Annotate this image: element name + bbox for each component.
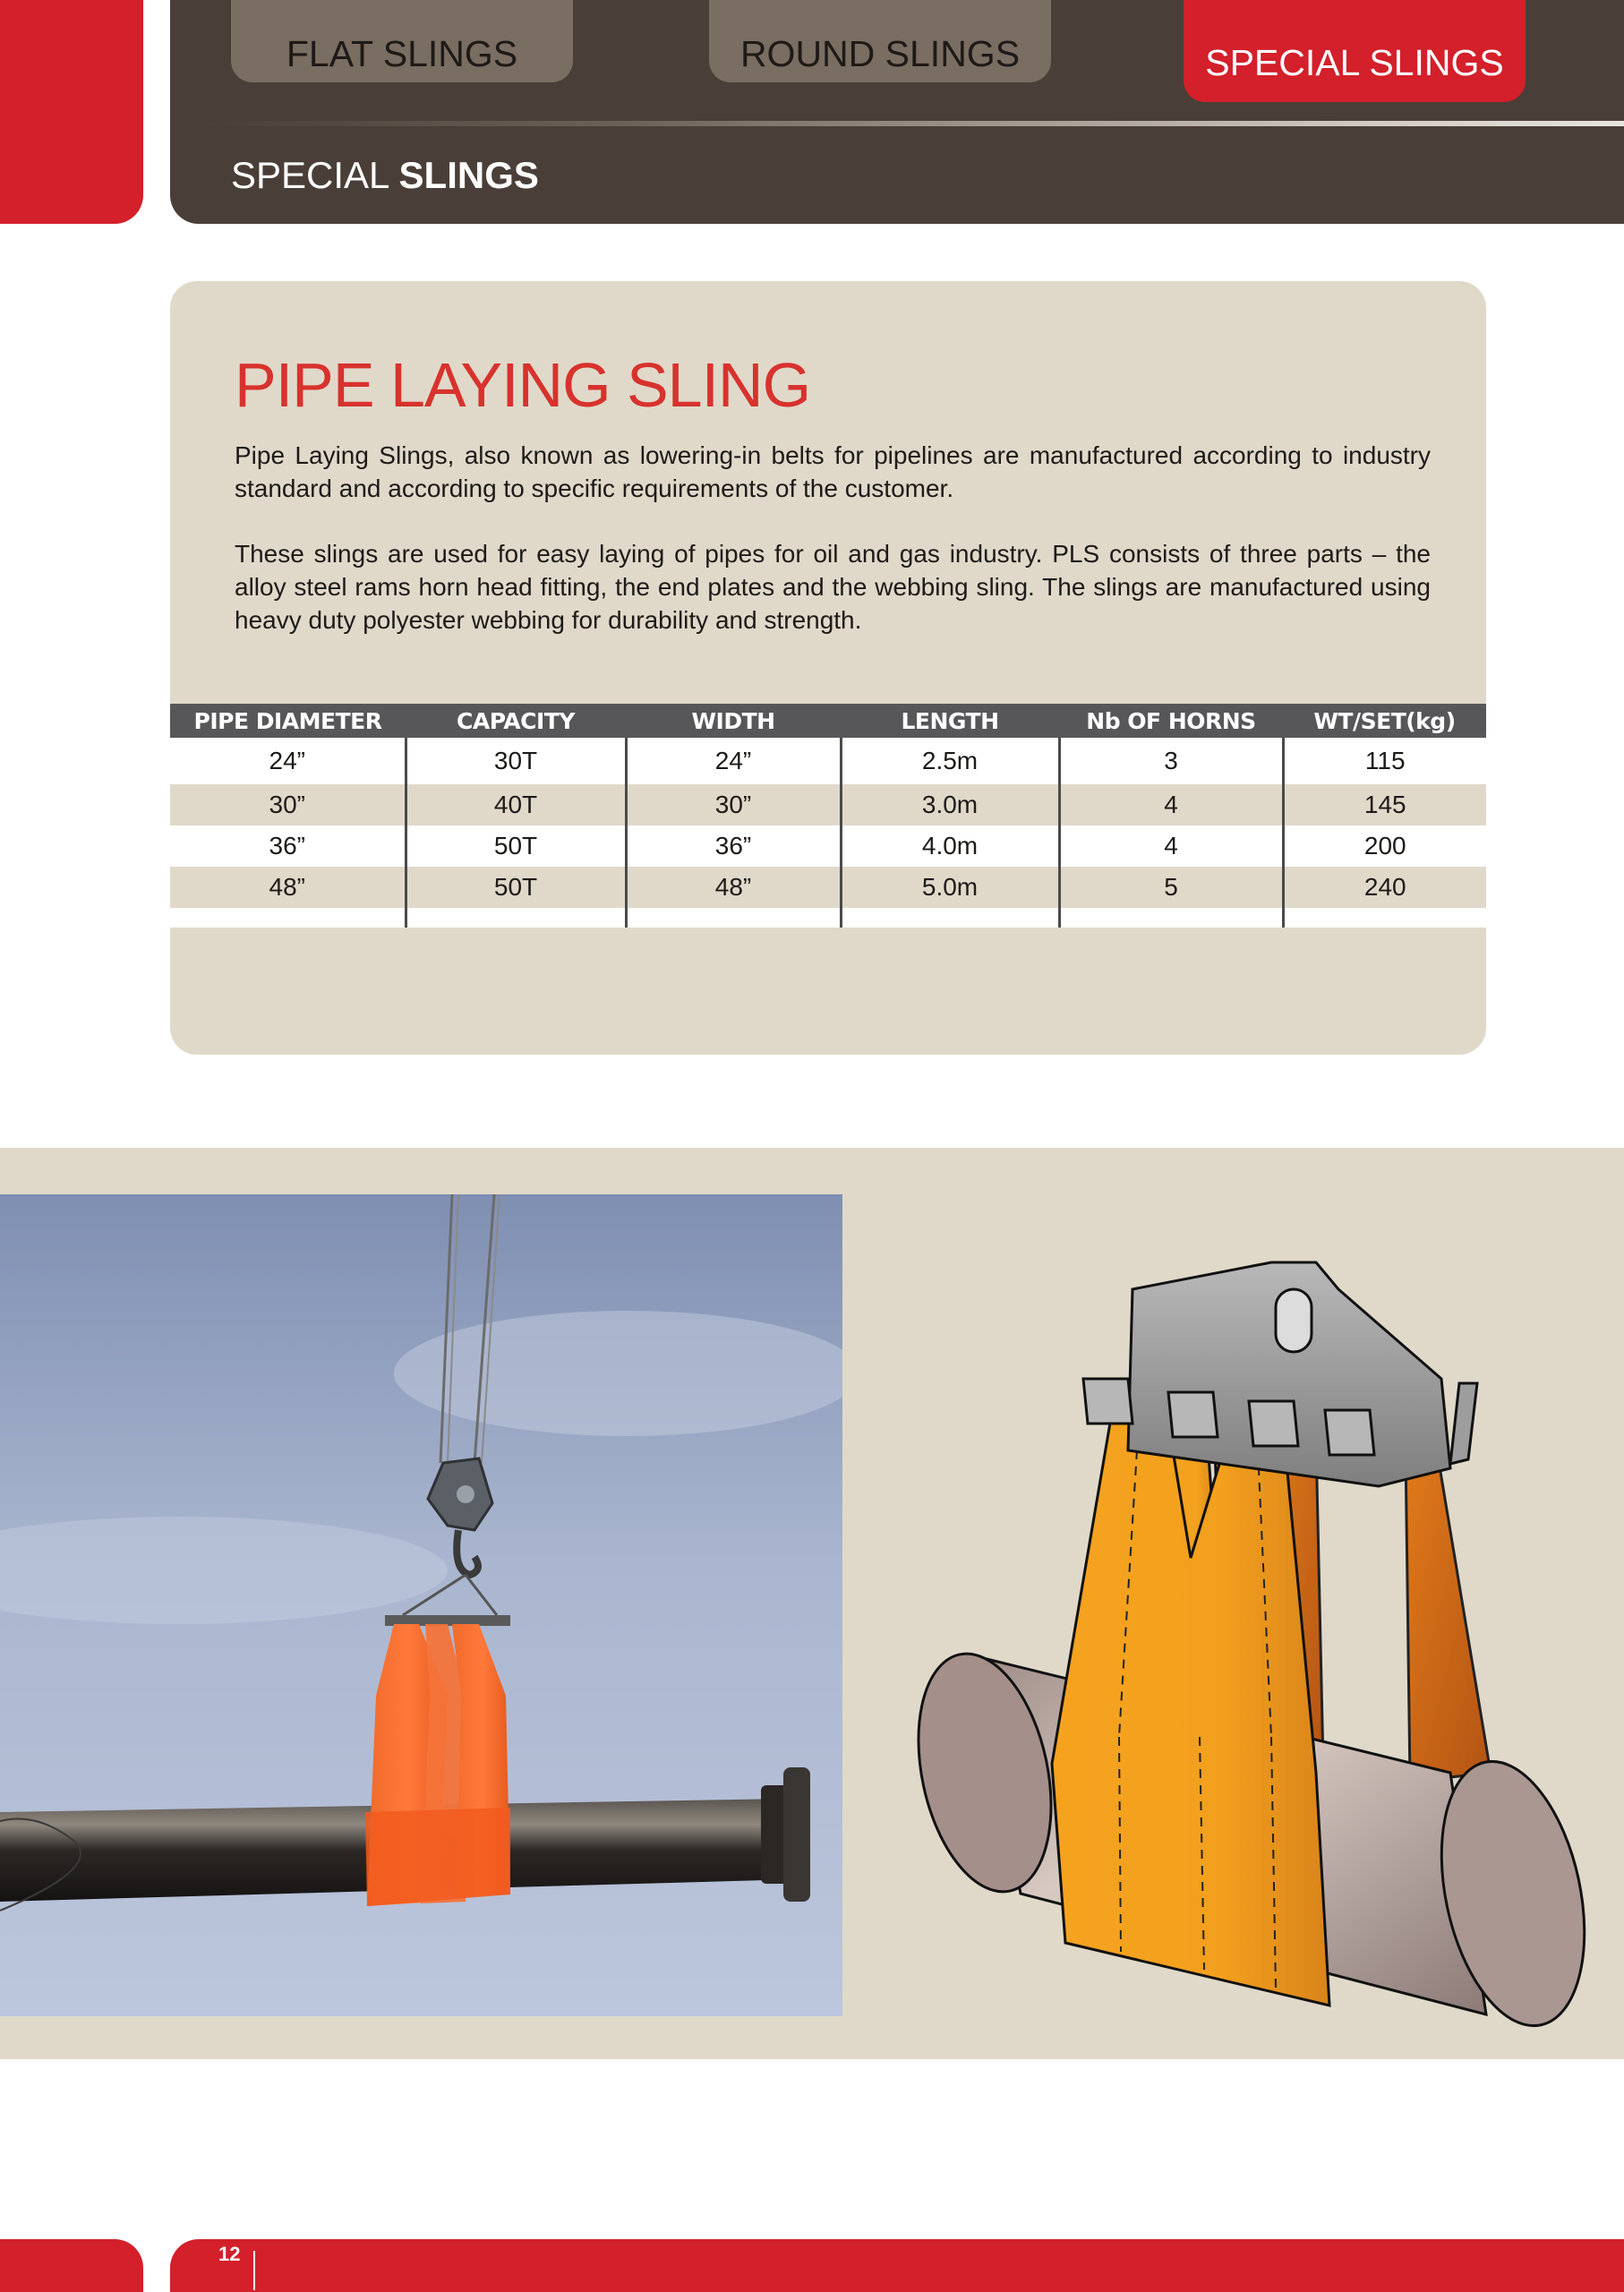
cell-length: 4.0m: [841, 825, 1059, 867]
empty-cell: [1059, 908, 1283, 928]
cell-horns: 3: [1059, 738, 1283, 784]
crane-lifting-pipe-photo: [0, 1194, 842, 2016]
cell-length: 5.0m: [841, 867, 1059, 908]
left-red-tab-block: [0, 0, 143, 224]
cell-pipe-diameter: 30”: [170, 784, 406, 825]
tab-round-slings[interactable]: ROUND SLINGS: [709, 0, 1051, 82]
table-row: [170, 867, 1486, 908]
page-number: 12: [218, 2243, 241, 2265]
header-capacity: CAPACITY: [406, 704, 626, 738]
table-row: [170, 825, 1486, 867]
cell-pipe-diameter: 36”: [170, 825, 406, 867]
table-header-row: [170, 704, 1486, 738]
cell-capacity: 50T: [406, 867, 626, 908]
cell-width: 48”: [626, 867, 841, 908]
header-divider: [206, 121, 1624, 126]
empty-cell: [841, 908, 1059, 928]
cell-width: 30”: [626, 784, 841, 825]
photo-illustration: [0, 1194, 842, 2016]
header-horns: Nb OF HORNS: [1059, 704, 1283, 738]
pipe-laying-sling-drawing: [895, 1236, 1594, 2050]
cell-weight: 115: [1283, 738, 1486, 784]
empty-cell: [626, 908, 841, 928]
section-title-light: SPECIAL: [231, 154, 399, 196]
empty-cell: [406, 908, 626, 928]
cell-pipe-diameter: 24”: [170, 738, 406, 784]
table-row: [170, 738, 1486, 784]
empty-cell: [170, 908, 406, 928]
header-length: LENGTH: [841, 704, 1059, 738]
cell-capacity: 40T: [406, 784, 626, 825]
section-title: [231, 154, 539, 197]
usage-paragraph: These slings are used for easy laying of pipes for oil and gas industry. PLS consists of three parts – the alloy steel rams horn head fitting, the end plates and the webbing sling. The slings are manufactured using heavy duty polyester webbing for durability and strength.: [235, 540, 1431, 634]
cell-weight: 200: [1283, 825, 1486, 867]
cell-length: 3.0m: [841, 784, 1059, 825]
cell-capacity: 30T: [406, 738, 626, 784]
sling-diagram-illustration: [895, 1236, 1594, 2050]
cell-horns: 5: [1059, 867, 1283, 908]
cell-horns: 4: [1059, 825, 1283, 867]
product-title: PIPE LAYING SLING: [235, 350, 811, 420]
footer-left-block: [0, 2239, 143, 2292]
header-pipe-diameter: PIPE DIAMETER: [170, 704, 406, 738]
section-title-bold: SLINGS: [398, 154, 539, 196]
header-width: WIDTH: [626, 704, 841, 738]
cell-capacity: 50T: [406, 825, 626, 867]
specification-table: [170, 704, 1486, 928]
header-weight: WT/SET(kg): [1283, 704, 1486, 738]
cell-horns: 4: [1059, 784, 1283, 825]
empty-cell: [1283, 908, 1486, 928]
cell-weight: 240: [1283, 867, 1486, 908]
table-end-row: [170, 908, 1486, 928]
cell-width: 24”: [626, 738, 841, 784]
cell-width: 36”: [626, 825, 841, 867]
tab-flat-slings[interactable]: FLAT SLINGS: [231, 0, 573, 82]
cell-weight: 145: [1283, 784, 1486, 825]
intro-paragraph: Pipe Laying Slings, also known as lowering-in belts for pipelines are manufactured according to industry standard and according to specific requirements of the customer.: [235, 441, 1431, 502]
tab-special-slings[interactable]: SPECIAL SLINGS: [1184, 0, 1526, 102]
table-row: [170, 784, 1486, 825]
page-number-divider: [253, 2251, 255, 2290]
cell-pipe-diameter: 48”: [170, 867, 406, 908]
cell-length: 2.5m: [841, 738, 1059, 784]
footer-bar: [170, 2239, 1624, 2292]
